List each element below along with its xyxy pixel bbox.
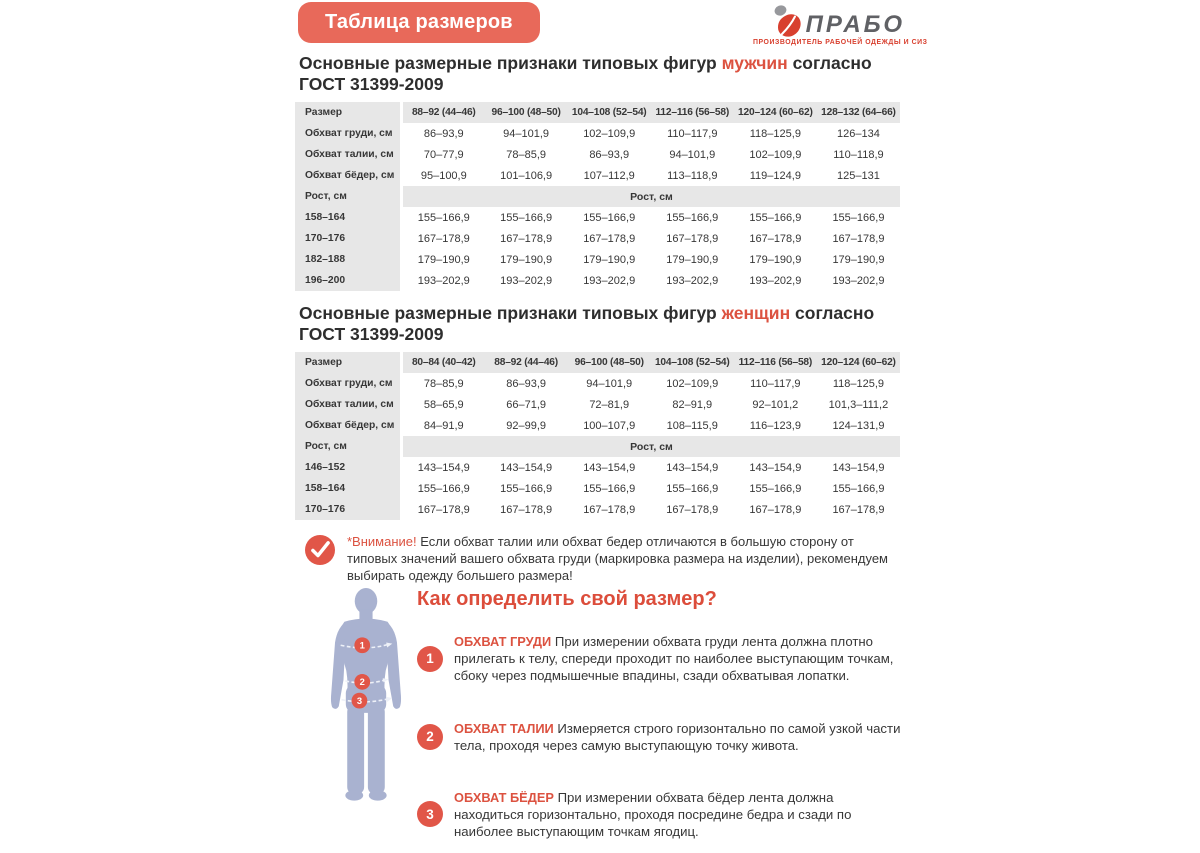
table-row [295,436,900,457]
men-title-accent: мужчин [721,53,788,73]
howto-item-waist [417,706,905,766]
cell-value: 78–85,9 [402,373,485,394]
cell-value: 143–154,9 [402,457,485,478]
cell-value: 167–178,9 [568,228,651,249]
men-table-title [299,53,905,95]
howto-item-label: ОБХВАТ ГРУДИ [454,634,552,650]
table-row [295,144,900,165]
brand-logo-row [753,5,905,37]
table-row [295,478,900,499]
table-row [295,228,900,249]
row-label: 146–152 [295,457,402,478]
column-header: 96–100 (48–50) [485,102,568,123]
howto-item-text [454,633,905,684]
table-row [295,457,900,478]
cell-value: 66–71,9 [485,394,568,415]
cell-value: 193–202,9 [734,270,817,291]
row-label: Обхват груди, см [295,373,402,394]
column-header: 120–124 (60–62) [734,102,817,123]
how-to-measure-section [295,588,905,853]
figure-marker-1: 1 [359,640,365,651]
cell-value: 86–93,9 [568,144,651,165]
step-1-badge: 1 [417,646,443,672]
table-row [295,249,900,270]
figure-marker-3: 3 [356,696,363,707]
cell-value: 125–131 [817,165,900,186]
figure-marker-2: 2 [359,677,365,688]
cell-value: 143–154,9 [734,457,817,478]
table-row [295,165,900,186]
cell-value: 118–125,9 [734,123,817,144]
cell-value: 179–190,9 [485,249,568,270]
cell-value: 95–100,9 [402,165,485,186]
row-label: 170–176 [295,228,402,249]
warning-text [347,533,905,584]
cell-value: 155–166,9 [402,207,485,228]
size-table [295,352,900,520]
cell-value: 193–202,9 [402,270,485,291]
cell-value: 167–178,9 [651,499,734,520]
howto-item-text [454,789,905,840]
band-label: Рост, см [295,436,402,457]
cell-value: 193–202,9 [485,270,568,291]
cell-value: 94–101,9 [485,123,568,144]
cell-value: 86–93,9 [485,373,568,394]
table-row [295,373,900,394]
cell-value: 102–109,9 [651,373,734,394]
cell-value: 193–202,9 [651,270,734,291]
men-title-gost: ГОСТ 31399-2009 [299,74,444,94]
corner-label: Размер [295,102,402,123]
cell-value: 193–202,9 [568,270,651,291]
women-title-suffix: согласно [795,303,875,323]
cell-value: 155–166,9 [402,478,485,499]
cell-value: 118–125,9 [817,373,900,394]
cell-value: 179–190,9 [817,249,900,270]
cell-value: 155–166,9 [485,478,568,499]
column-header: 104–108 (52–54) [568,102,651,123]
brand-name: ПРАБО [805,11,905,38]
cell-value: 167–178,9 [568,499,651,520]
cell-value: 92–101,2 [734,394,817,415]
band-center: Рост, см [402,436,901,457]
table-row [295,207,900,228]
cell-value: 72–81,9 [568,394,651,415]
cell-value: 86–93,9 [402,123,485,144]
women-title-prefix: Основные размерные признаки типовых фигур [299,303,717,323]
column-header: 88–92 (44–46) [485,352,568,373]
cell-value: 167–178,9 [402,228,485,249]
cell-value: 119–124,9 [734,165,817,186]
table-row [295,415,900,436]
men-title-suffix: согласно [792,53,872,73]
cell-value: 167–178,9 [402,499,485,520]
cell-value: 124–131,9 [817,415,900,436]
table-row [295,352,900,373]
cell-value: 155–166,9 [568,478,651,499]
howto-item-chest [417,620,905,697]
cell-value: 84–91,9 [402,415,485,436]
cell-value: 179–190,9 [568,249,651,270]
body-silhouette [319,588,413,802]
cell-value: 92–99,9 [485,415,568,436]
howto-item-body: Измеряется строго горизонтально по самой узкой части тела, проходя через самую выступающую точку живота. [454,720,901,753]
howto-item-body: При измерении обхвата груди лента должна плотно прилегать к телу, спереди проходит по наиболее выступающим точкам, сбоку через подмышечные впадины, сзади обхватывая лопатки. [454,634,894,684]
brand-person-icon [772,5,802,37]
column-header: 104–108 (52–54) [651,352,734,373]
howto-heading: Как определить свой размер? [417,588,717,610]
cell-value: 167–178,9 [734,228,817,249]
cell-value: 143–154,9 [485,457,568,478]
cell-value: 113–118,9 [651,165,734,186]
cell-value: 167–178,9 [485,228,568,249]
men-title-prefix: Основные размерные признаки типовых фигур [299,53,717,73]
warning-body: Если обхват талии или обхват бедер отличаются в большую сторону от типовых значений вашего обхвата груди (маркировка размера на изделии), рекомендуем выбирать одежду большего размера! [347,534,888,583]
cell-value: 94–101,9 [568,373,651,394]
cell-value: 167–178,9 [817,499,900,520]
howto-item-label: ОБХВАТ ТАЛИИ [454,720,554,736]
cell-value: 78–85,9 [485,144,568,165]
cell-value: 107–112,9 [568,165,651,186]
cell-value: 82–91,9 [651,394,734,415]
column-header: 112–116 (56–58) [734,352,817,373]
step-2-badge: 2 [417,724,443,750]
brand-tagline: ПРОИЗВОДИТЕЛЬ РАБОЧЕЙ ОДЕЖДЫ И СИЗ [753,39,928,46]
cell-value: 143–154,9 [568,457,651,478]
women-title-accent: женщин [721,303,791,323]
cell-value: 155–166,9 [817,478,900,499]
column-header: 112–116 (56–58) [651,102,734,123]
row-label: 182–188 [295,249,402,270]
cell-value: 155–166,9 [817,207,900,228]
column-header: 128–132 (64–66) [817,102,900,123]
table-row [295,499,900,520]
row-label: Обхват талии, см [295,144,402,165]
warning-accent: *Внимание! [347,534,417,549]
table-row [295,394,900,415]
row-label: Обхват бёдер, см [295,165,402,186]
size-table [295,102,900,291]
cell-value: 101,3–111,2 [817,394,900,415]
cell-value: 143–154,9 [817,457,900,478]
table-row [295,270,900,291]
cell-value: 167–178,9 [485,499,568,520]
cell-value: 70–77,9 [402,144,485,165]
cell-value: 116–123,9 [734,415,817,436]
size-chart-badge: Таблица размеров [298,2,540,43]
cell-value: 155–166,9 [485,207,568,228]
howto-item-label: ОБХВАТ БЁДЕР [454,789,554,805]
cell-value: 110–117,9 [734,373,817,394]
cell-value: 155–166,9 [568,207,651,228]
row-label: 170–176 [295,499,402,520]
row-label: Обхват груди, см [295,123,402,144]
cell-value: 102–109,9 [734,144,817,165]
cell-value: 110–117,9 [651,123,734,144]
top-bar [295,0,928,46]
cell-value: 110–118,9 [817,144,900,165]
cell-value: 167–178,9 [651,228,734,249]
cell-value: 155–166,9 [651,478,734,499]
cell-value: 100–107,9 [568,415,651,436]
howto-item-text [454,720,905,754]
row-label: Обхват бёдер, см [295,415,402,436]
table-row [295,123,900,144]
table-row [295,102,900,123]
cell-value: 94–101,9 [651,144,734,165]
cell-value: 167–178,9 [734,499,817,520]
column-header: 80–84 (40–42) [402,352,485,373]
row-label: Обхват талии, см [295,394,402,415]
cell-value: 143–154,9 [651,457,734,478]
row-label: 158–164 [295,207,402,228]
warning-note [305,533,905,584]
men-size-table [295,102,900,291]
row-label: 158–164 [295,478,402,499]
cell-value: 179–190,9 [402,249,485,270]
cell-value: 179–190,9 [734,249,817,270]
corner-label: Размер [295,352,402,373]
cell-value: 126–134 [817,123,900,144]
band-label: Рост, см [295,186,402,207]
column-header: 96–100 (48–50) [568,352,651,373]
table-row [295,186,900,207]
women-title-gost: ГОСТ 31399-2009 [299,324,444,344]
women-size-table [295,352,900,520]
brand-logo [753,5,928,46]
band-center: Рост, см [402,186,901,207]
row-label: 196–200 [295,270,402,291]
cell-value: 167–178,9 [817,228,900,249]
step-3-badge: 3 [417,801,443,827]
column-header: 88–92 (44–46) [402,102,485,123]
cell-value: 179–190,9 [651,249,734,270]
cell-value: 193–202,9 [817,270,900,291]
cell-value: 155–166,9 [734,478,817,499]
cell-value: 155–166,9 [651,207,734,228]
cell-value: 58–65,9 [402,394,485,415]
cell-value: 108–115,9 [651,415,734,436]
page [295,0,928,853]
cell-value: 102–109,9 [568,123,651,144]
howto-item-body: При измерении обхвата бёдер лента должна находиться горизонтально, проходя посредине бедра и сзади по наиболее выступающим точкам ягодиц. [454,789,852,839]
column-header: 120–124 (60–62) [817,352,900,373]
cell-value: 101–106,9 [485,165,568,186]
check-icon [305,535,335,565]
cell-value: 155–166,9 [734,207,817,228]
women-table-title [299,303,905,345]
howto-item-hips [417,776,905,853]
